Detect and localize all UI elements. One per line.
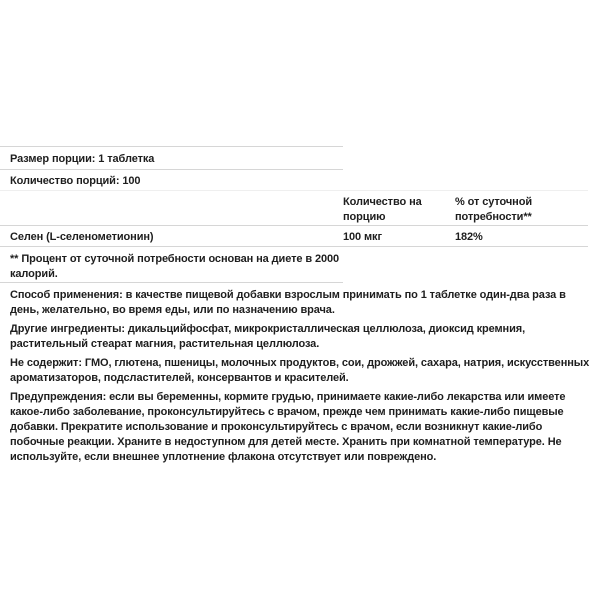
servings-count-label: Количество порций: 100 (10, 175, 141, 187)
footnote-bottom-divider (0, 282, 343, 283)
does-not-contain-paragraph: Не содержит: ГМО, глютена, пшеницы, молочных продуктов, сои, дрожжей, сахара, натрия, искусственных ароматизаторов, подсластителей, консервантов и красителей. (10, 357, 590, 384)
serving-size-label: Размер порции: 1 таблетка (10, 153, 155, 165)
warnings-paragraph: Предупреждения: если вы беременны, кормите грудью, принимаете какие-либо лекарства или имеете какое-либо заболевание, проконсультируйтесь с врачом, прежде чем принимать какие-либо пищевые добавки. Прекратите использование и проконсультируйтесь с врачом, если возникнут какие-либо побочные реакции. Храните в недоступном для детей месте. Хранить при комнатной температуре. Не используйте, если внешнее уплотнение флакона отсутствует или повреждено. (10, 391, 566, 463)
directions-paragraph: Способ применения: в качестве пищевой добавки взрослым принимать по 1 таблетке один-два раза в день, желательно, во время еды, или по назначению врача. (10, 289, 566, 316)
other-ingredients-paragraph: Другие ингредиенты: дикальцийфосфат, микрокристаллическая целлюлоза, диоксид кремния, растительный стеарат магния, растительная целлюлоза. (10, 323, 526, 350)
daily-value-column-header: % от суточной потребности** (455, 196, 532, 223)
amount-cell: 100 мкг (343, 231, 382, 243)
daily-value-footnote: ** Процент от суточной потребности основан на диете в 2000 калорий. (10, 253, 340, 280)
amount-column-header: Количество на порцию (343, 196, 422, 223)
nutrient-name-cell: Селен (L-селенометионин) (10, 231, 154, 243)
servings-count-row (0, 169, 343, 190)
supplement-facts-table (0, 146, 588, 283)
product-description (0, 288, 600, 465)
supplement-facts-page (0, 146, 600, 600)
daily-value-cell: 182% (455, 231, 483, 243)
table-header-row (0, 191, 588, 226)
serving-size-row (0, 146, 343, 169)
nutrient-column-header (0, 195, 343, 225)
nutrient-row (0, 226, 588, 247)
